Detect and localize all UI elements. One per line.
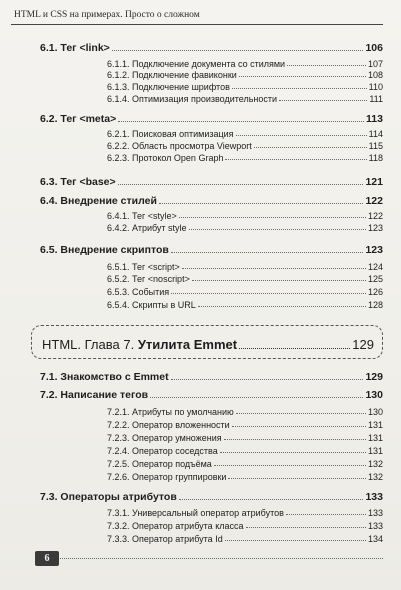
toc-label: 6.2.1. Поисковая оптимизация	[107, 129, 234, 139]
toc-section-6-3[interactable]	[40, 176, 383, 188]
toc-subsection-6-5-1[interactable]	[107, 262, 383, 272]
toc-label: 6.5.1. Тег <script>	[107, 262, 180, 272]
toc-page-number: 131	[367, 446, 383, 456]
toc-label: 7.2. Написание тегов	[40, 389, 149, 401]
toc-page-number: 111	[369, 94, 383, 104]
toc-subsection-6-1-4[interactable]	[107, 94, 383, 104]
toc-subsection-6-5-4[interactable]	[107, 300, 383, 310]
toc-section-6-2[interactable]	[40, 113, 383, 125]
leader-dots	[198, 305, 366, 307]
toc-section-6-4[interactable]	[40, 195, 383, 207]
toc-subsection-6-5-2[interactable]	[107, 274, 383, 284]
toc-subsection-6-2-3[interactable]	[107, 153, 383, 163]
toc-section-7-1[interactable]	[40, 371, 383, 383]
leader-dots	[224, 438, 366, 440]
toc-label: 6.1.1. Подключение документа со стилями	[107, 59, 286, 69]
toc-label: 6.2.3. Протокол Open Graph	[107, 153, 224, 163]
leader-dots	[246, 526, 366, 528]
leader-dots	[192, 279, 366, 281]
toc-page-number: 113	[366, 113, 383, 125]
leader-dots	[239, 75, 366, 77]
toc-page-number: 118	[368, 153, 383, 163]
toc-page-number: 123	[367, 223, 383, 233]
toc-label: 6.4.1. Тег <style>	[107, 211, 177, 221]
toc-label: 6.5.3. События	[107, 287, 170, 297]
toc-page-number: 107	[367, 59, 383, 69]
toc-subsection-6-1-2[interactable]	[107, 70, 383, 80]
toc-subsection-7-2-2[interactable]	[107, 420, 383, 430]
leader-dots	[150, 396, 363, 398]
toc-page-number: 122	[365, 195, 383, 207]
leader-dots	[236, 134, 367, 136]
toc-page-number: 110	[368, 82, 383, 92]
toc-subsection-6-2-2[interactable]	[107, 141, 383, 151]
toc-page-number: 133	[367, 521, 383, 531]
footer-rule	[56, 558, 383, 559]
toc-page-number: 128	[367, 300, 383, 310]
toc-label: 6.1.2. Подключение фавиконки	[107, 70, 237, 80]
toc-page-number: 126	[367, 287, 383, 297]
toc-page-number: 123	[365, 244, 383, 256]
leader-dots	[171, 292, 366, 294]
leader-dots	[232, 87, 367, 89]
toc-page-number: 115	[368, 141, 383, 151]
toc-label: 6.4. Внедрение стилей	[40, 195, 157, 207]
toc-label: 6.3. Тег <base>	[40, 176, 116, 188]
toc-subsection-6-4-1[interactable]	[107, 211, 383, 221]
toc-page-number: 124	[367, 262, 383, 272]
toc-page-number: 134	[367, 534, 383, 544]
toc-page-number: 129	[365, 371, 383, 383]
leader-dots	[179, 498, 364, 500]
toc-label: 7.2.3. Оператор умножения	[107, 433, 222, 443]
leader-dots	[179, 216, 366, 218]
toc-section-7-3[interactable]	[40, 491, 383, 503]
toc-section-7-2[interactable]	[40, 389, 383, 401]
toc-chapter-7[interactable]	[42, 337, 374, 352]
toc-subsection-7-3-3[interactable]	[107, 534, 383, 544]
leader-dots	[239, 348, 350, 349]
toc-label: 6.4.2. Атрибут style	[107, 223, 187, 233]
toc-label: 7.2.4. Оператор соседства	[107, 446, 218, 456]
toc-subsection-6-4-2[interactable]	[107, 223, 383, 233]
leader-dots	[228, 477, 366, 479]
leader-dots	[118, 120, 364, 122]
toc-label: 7.2.2. Оператор вложенности	[107, 420, 230, 430]
toc-subsection-7-2-6[interactable]	[107, 472, 383, 482]
toc-page-number: 114	[368, 129, 383, 139]
toc-page-number: 125	[367, 274, 383, 284]
toc-section-6-5[interactable]	[40, 244, 383, 256]
leader-dots	[182, 267, 366, 269]
leader-dots	[159, 202, 364, 204]
toc-label: 7.2.1. Атрибуты по умолчанию	[107, 407, 234, 417]
leader-dots	[171, 378, 364, 380]
toc-label: 7.3.3. Оператор атрибута Id	[107, 534, 223, 544]
toc-page-number: 108	[367, 70, 383, 80]
toc-page-number: 130	[365, 389, 383, 401]
toc-page-number: 132	[367, 459, 383, 469]
toc-label: 6.1. Тег <link>	[40, 42, 110, 54]
toc-label: 6.1.3. Подключение шрифтов	[107, 82, 230, 92]
toc-label: 6.5. Внедрение скриптов	[40, 244, 169, 256]
toc-subsection-7-3-1[interactable]	[107, 508, 383, 518]
toc-label: 7.2.5. Оператор подъёма	[107, 459, 212, 469]
chapter-page-number: 129	[352, 337, 374, 352]
leader-dots	[118, 183, 364, 185]
chapter-title: Утилита Emmet	[137, 337, 238, 352]
toc-label: 7.3.2. Оператор атрибута класса	[107, 521, 244, 531]
toc-subsection-7-2-5[interactable]	[107, 459, 383, 469]
chapter-prefix: HTML. Глава 7.	[42, 337, 135, 352]
leader-dots	[254, 146, 367, 148]
leader-dots	[236, 412, 366, 414]
toc-page-number: 122	[367, 211, 383, 221]
leader-dots	[220, 451, 366, 453]
toc-label: 7.2.6. Оператор группировки	[107, 472, 227, 482]
toc-label: 6.1.4. Оптимизация производительности	[107, 94, 278, 104]
toc-page-number: 133	[365, 491, 383, 503]
toc-subsection-7-2-1[interactable]	[107, 407, 383, 417]
leader-dots	[286, 513, 366, 515]
toc-subsection-6-1-1[interactable]	[107, 59, 383, 69]
toc-label: 6.2.2. Область просмотра Viewport	[107, 141, 252, 151]
leader-dots	[225, 158, 366, 160]
toc-label: 7.3.1. Универсальный оператор атрибутов	[107, 508, 284, 518]
header-rule	[11, 24, 383, 25]
leader-dots	[232, 425, 366, 427]
toc-subsection-6-5-3[interactable]	[107, 287, 383, 297]
toc-subsection-7-2-3[interactable]	[107, 433, 383, 443]
page-number: 6	[35, 551, 59, 566]
leader-dots	[279, 99, 367, 101]
toc-label: 6.5.2. Тег <noscript>	[107, 274, 190, 284]
toc-page-number: 131	[367, 420, 383, 430]
toc-section-6-1[interactable]	[40, 42, 383, 54]
leader-dots	[112, 49, 364, 51]
toc-subsection-7-2-4[interactable]	[107, 446, 383, 456]
leader-dots	[189, 228, 366, 230]
toc-page-number: 132	[367, 472, 383, 482]
toc-page-number: 106	[365, 42, 383, 54]
toc-label: 6.5.4. Скрипты в URL	[107, 300, 196, 310]
toc-page-number: 130	[367, 407, 383, 417]
running-head: HTML и CSS на примерах. Просто о сложном	[14, 10, 200, 20]
toc-label: 7.3. Операторы атрибутов	[40, 491, 177, 503]
leader-dots	[171, 251, 364, 253]
toc-subsection-7-3-2[interactable]	[107, 521, 383, 531]
toc-label: 6.2. Тег <meta>	[40, 113, 117, 125]
toc-subsection-6-1-3[interactable]	[107, 82, 383, 92]
toc-subsection-6-2-1[interactable]	[107, 129, 383, 139]
leader-dots	[214, 464, 366, 466]
toc-page-number: 133	[367, 508, 383, 518]
toc-page-number: 121	[365, 176, 383, 188]
toc-label: 7.1. Знакомство с Emmet	[40, 371, 169, 383]
leader-dots	[225, 539, 366, 541]
leader-dots	[287, 64, 366, 66]
toc-page-number: 131	[367, 433, 383, 443]
